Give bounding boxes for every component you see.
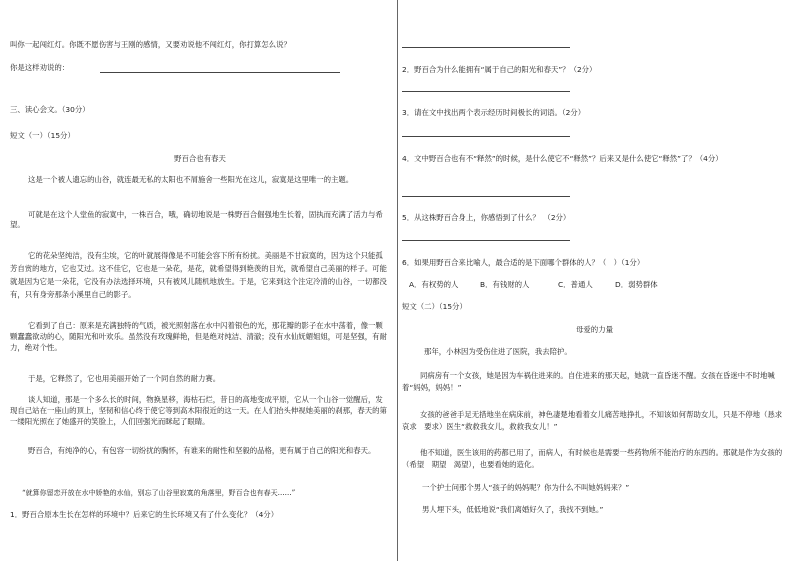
passage1-para-7: 野百合，有纯净的心，有包容一切纷扰的胸怀，有谁来的耐性和坚毅的品格，更有属于自己的阳光和春天。 (28, 446, 376, 455)
answer-line-q4[interactable] (402, 196, 570, 197)
column-divider (397, 0, 398, 561)
question-1: 1．野百合原本生长在怎样的环境中？后来它的生长环境又有了什么变化？（4分） (10, 510, 279, 519)
passage1-title: 野百合也有春天 (174, 154, 226, 163)
question-3: 3．请在文中找出两个表示经历时间极长的词语。（2分） (402, 108, 586, 117)
passage2-label: 短文（二）（15分） (402, 302, 467, 311)
section-title: 三、读心会文。（30分） (10, 105, 90, 114)
passage2-para-3: 女孩的爸爸手足无措地坐在病床前，神色凄楚地看着女儿痛苦地挣扎，不知该如何帮助女儿，只是不停地（恳求 哀求 要求）医生“救救我女儿，救救我女儿！” (402, 410, 790, 431)
question-2: 2．野百合为什么能拥有“属于自己的阳光和春天”？（2分） (402, 65, 597, 74)
question-6: 6．如果用野百合来比喻人，最合适的是下面哪个群体的人？（ ）（1分） (402, 258, 645, 267)
passage1-para-5: 于是，它释然了，它也用美丽开始了一个同自然的耐力赛。 (28, 374, 221, 383)
passage1-label: 短文（一）（15分） (10, 131, 75, 140)
passage2-para-5: 一个护士问那个男人“孩子的妈妈呢？你为什么不叫她妈妈来？” (422, 483, 630, 492)
answer-label: 你是这样劝说的： (10, 63, 70, 72)
passage1-para-1: 这是一个被人遗忘的山谷，就连最无私的太阳也不屑施舍一些阳光在这儿，寂寞是这里唯一的主题。 (28, 175, 354, 184)
passage2-title: 母爱的力量 (576, 325, 613, 334)
question-4: 4．文中野百合也有不“释然”的时候，是什么使它不“释然”？后来又是什么使它“释然”了？（4分） (402, 154, 723, 163)
answer-line[interactable] (100, 72, 340, 73)
passage1-para-6: 谈人知道，那是一个多么长的时间，物换星移，海枯石烂，昔日的高地变成平原，它从一个山谷一觉醒后，发现自己站在一座山的顶上，坚韧和信心终于使它等到高木阳很近的这一天。在人们抬头伸视她美丽的刹那，春天的第一缕阳光照在了她盛开的笑脸上，人们回强光而眯起了眼睛。 (10, 395, 387, 426)
passage1-para-3: 它的花朵坚纯洁，没有尘埃，它的叶就展得像是不可能会容下所有纷扰。美丽是不甘寂寞的，因为这个只能孤芳自赏的地方，它也艾过。这不佳它，它也是一朵花，是花，就希望得到艳羡的目光，就希望自己美丽的样子。可能就是因为它是一朵花，它没有办法选择环境，只有被风儿随机地放生。于是，它来到这个注定冷清的山谷，一切都没有，只有身旁那条小溪里自己的影子。 (10, 251, 387, 299)
passage1-para-4: 它看到了自己：原来是充满独特的气质，被光照射落在水中闪着银色的光，那花瓣的影子在水中荡着，像一颗颗蠢蠢欲动的心，随阳光和叶欢乐。虽然没有玫瑰鲜艳，但是绝对纯洁、清澈；没有水仙妩媚姐姐，可是坚强，有耐力，绝对个性。 (10, 321, 387, 352)
passage2-para-4: 他不知道，医生该用的药都已用了，而病人，有时候也是需要一些药物所不能治疗的东西的。那就是作为女孩的（希望 期望 渴望），也要看她的造化。 (402, 448, 783, 469)
passage1-para-2: 可就是在这个人堂鱼的寂寞中，一株百合，哦，确切地说是一株野百合倔强地生长着，固执而充满了活力与希望。 (10, 210, 383, 229)
dialogue-question: 叫你一起闯红灯。你既不愿伤害与王刚的感情，又要劝说他不闯红灯，你打算怎么说？ (10, 40, 291, 49)
question-5: 5．从这株野百合身上，你感悟到了什么？ （2分） (402, 213, 571, 222)
passage2-para-1: 那年，小林因为受伤住进了医院，我去陪护。 (424, 347, 572, 356)
answer-line-q2[interactable] (402, 91, 570, 92)
option-b[interactable]: B．有钱财的人 (480, 280, 530, 289)
answer-line-q5[interactable] (402, 240, 570, 241)
answer-line-q1[interactable] (402, 47, 570, 48)
passage2-para-6: 男人埋下头，低低地说“我们离婚好久了，我找不到她。” (422, 505, 604, 514)
option-c[interactable]: C．普通人 (558, 280, 593, 289)
answer-line-q3[interactable] (402, 136, 570, 137)
option-d[interactable]: D．弱势群体 (615, 280, 658, 289)
passage1-quote: “就算你留恋开放在水中娇艳的水仙，别忘了山谷里寂寞的角落里，野百合也有春天……” (22, 489, 296, 497)
option-a[interactable]: A．有权势的人 (409, 280, 459, 289)
passage2-para-2: 同病房有一个女孩，她是因为车祸住进来的。自住进来的那天起，她就一直昏迷不醒。女孩在昏迷中不时地喊着“妈妈，妈妈！” (402, 371, 775, 392)
